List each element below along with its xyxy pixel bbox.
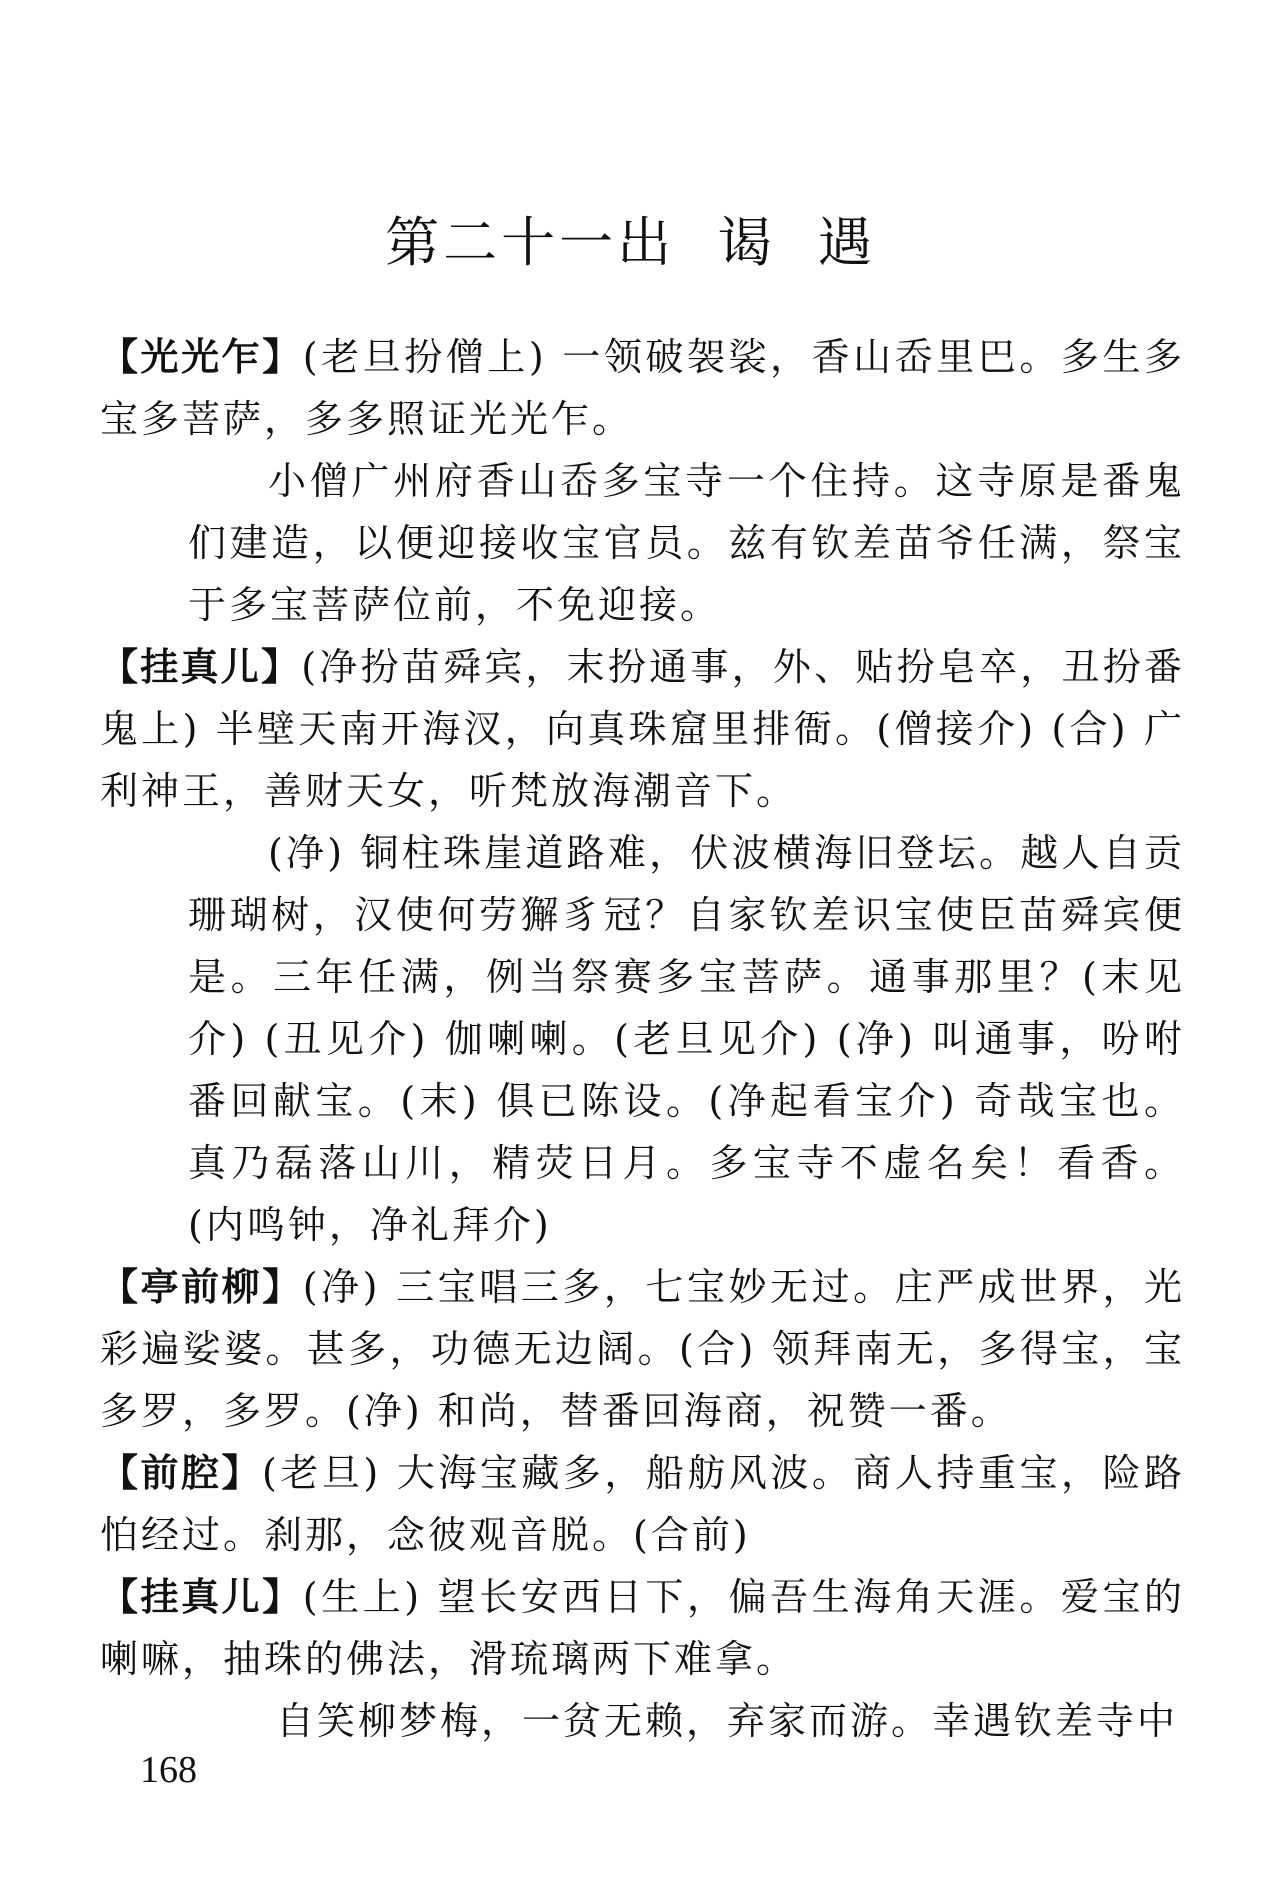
- verse-text: (老旦扮僧上) 一领破袈裟，香山岙里巴。多生多宝多菩萨，多多照证光光乍。: [100, 335, 1185, 441]
- tune-title: 【挂真儿】: [100, 645, 302, 689]
- verse-paragraph: [100, 636, 1185, 822]
- tune-title: 【前腔】: [100, 1451, 263, 1495]
- verse-text: (净) 三宝唱三多，七宝妙无过。庄严成世界，光彩遍娑婆。甚多，功德无边阔。(合) 领拜南无，多得宝，宝多罗，多罗。(净) 和尚，替番回海商，祝赞一番。: [100, 1265, 1185, 1433]
- tune-title: 【挂真儿】: [100, 1575, 303, 1619]
- text-body: [100, 326, 1185, 1752]
- page-number: 168: [140, 1749, 197, 1791]
- tune-title: 【亭前柳】: [100, 1265, 303, 1309]
- verse-text: (生上) 望长安西日下，偏吾生海角天涯。爱宝的喇嘛，抽珠的佛法，滑琉璃两下难拿。: [100, 1575, 1185, 1681]
- verse-paragraph: [100, 1442, 1185, 1566]
- verse-text: (净扮苗舜宾，末扮通事，外、贴扮皂卒，丑扮番鬼上) 半壁天南开海汊，向真珠窟里排衙。(僧接介) (合) 广利神王，善财天女，听梵放海潮音下。: [100, 645, 1185, 813]
- spoken-passage: (净) 铜柱珠崖道路难，伏波横海旧登坛。越人自贡珊瑚树，汉使何劳獬豸冠？自家钦差识宝使臣苗舜宾便是。三年任满，例当祭赛多宝菩萨。通事那里？(末见介) (丑见介) 伽喇喇。(老旦见介) (净) 叫通事，吩咐番回献宝。(末) 俱已陈设。(净起看宝介) 奇哉宝也。真乃磊落山川，精荧日月。多宝寺不虚名矣！看香。(内鸣钟，净礼拜介): [188, 831, 1185, 1247]
- trailing-prose: 自笑柳梦梅，一贫无赖，弃家而游。幸遇钦差寺中: [276, 1699, 1179, 1743]
- verse-paragraph: [100, 326, 1185, 450]
- verse-paragraph: [100, 1256, 1185, 1442]
- spoken-passage: 小僧广州府香山岙多宝寺一个住持。这寺原是番鬼们建造，以便迎接收宝官员。兹有钦差苗爷任满，祭宝于多宝菩萨位前，不免迎接。: [188, 459, 1185, 627]
- chapter-title: 第二十一出 谒 遇: [385, 211, 876, 274]
- tune-title: 【光光乍】: [100, 335, 303, 379]
- verse-paragraph: [100, 1566, 1185, 1690]
- verse-text: (老旦) 大海宝藏多，船舫风波。商人持重宝，险路怕经过。刹那，念彼观音脱。(合前): [100, 1451, 1185, 1557]
